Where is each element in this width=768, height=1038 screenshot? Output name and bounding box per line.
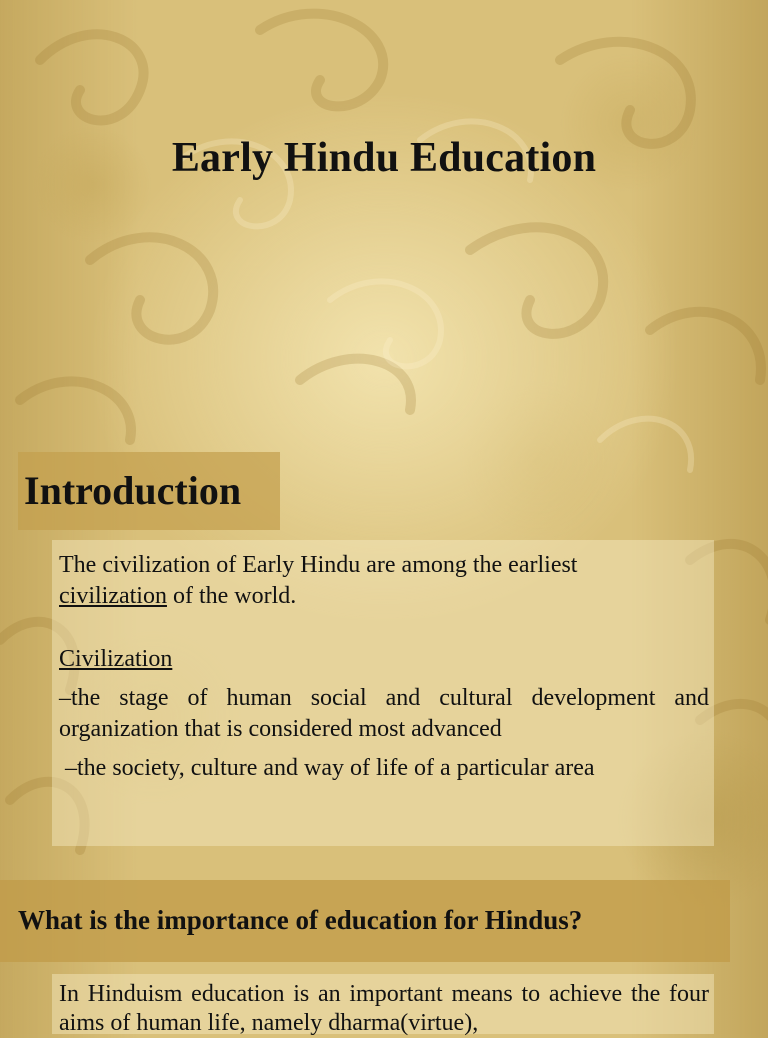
civilization-definition-1: –the stage of human social and cultural development and organization that is considered most advanced [59,685,709,742]
civilization-definition-2: –the society, culture and way of life of a particular area [65,755,595,781]
title-slide [0,0,768,430]
introduction-content [59,550,709,784]
importance-answer-text: In Hinduism education is an important means to achieve the four aims of human life, namely dharma(virtue), [59,981,709,1036]
intro-paragraph-rest: of the world. [166,583,297,609]
civilization-term-heading: Civilization [59,646,173,672]
introduction-heading: Introduction [24,468,242,513]
intro-paragraph-line2 [59,581,709,612]
civilization-term-link: civilization [59,583,167,609]
page-title: Early Hindu Education [171,135,597,181]
importance-heading: What is the importance of education for Hindus? [18,905,583,935]
intro-paragraph-line1: The civilization of Early Hindu are among the earliest [59,552,578,578]
